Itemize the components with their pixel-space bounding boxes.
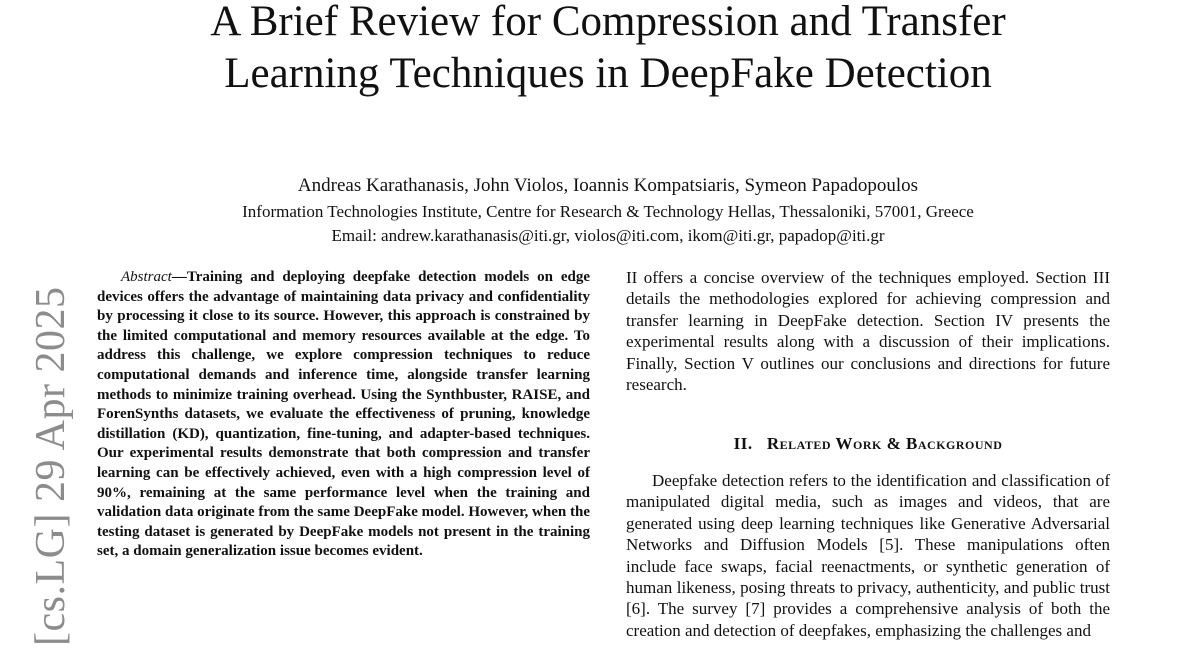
paper-title-line-1: A Brief Review for Compression and Transfer [210, 0, 1006, 45]
paper-title [0, 0, 1200, 100]
introduction-continuation: II offers a concise overview of the techniques employed. Section III details the methodologies explored for achieving compression and transfer learning in DeepFake detection. Section IV presents the experimental results along with a discussion of their implications. Finally, Section V outlines our conclusions and directions for future research. [626, 268, 1110, 395]
paper-title-line-2: Learning Techniques in DeepFake Detection [224, 50, 992, 97]
author-emails: Email: andrew.karathanasis@iti.gr, violos@iti.com, ikom@iti.gr, papadop@iti.gr [331, 226, 885, 245]
abstract-label: Abstract [121, 269, 172, 285]
section-heading-related-work [626, 434, 1110, 454]
section-title: Related Work & Background [766, 434, 1003, 453]
abstract-dash: — [171, 269, 187, 285]
author-affiliation: Information Technologies Institute, Centre for Research & Technology Hellas, Thessaloniki, 57001, Greece [242, 202, 974, 221]
abstract [97, 268, 590, 562]
author-list: Andreas Karathanasis, John Violos, Ioannis Kompatsiaris, Symeon Papadopoulos [297, 175, 919, 196]
abstract-body: Training and deploying deepfake detection models on edge devices offers the advantage of maintaining data privacy and confidentiality by processing it close to its source. However, this approach is constrained by the limited computational and memory resources available at the edge. To address this challenge, we explore compression techniques to reduce computational demands and inference time, alongside transfer learning methods to minimize training overhead. Using the Synthbuster, RAISE, and ForenSynths datasets, we evaluate the effectiveness of pruning, knowledge distillation (KD), quantization, fine-tuning, and adapter-based techniques. Our experimental results demonstrate that both compression and transfer learning can be effectively achieved, even with a high compression level of 90%, remaining at the same performance level when the training and validation data originate from the same DeepFake model. However, when the testing dataset is generated by DeepFake models not present in the training set, a domain generalization issue becomes evident. [97, 269, 590, 560]
related-work-paragraph: Deepfake detection refers to the identification and classification of manipulated digital media, such as images and videos, that are generated using deep learning techniques like Generative Adversarial Networks and Diffusion Models [5]. These manipulations often include face swaps, facial reenactments, or synthetic generation of human likeness, posing threats to privacy, authenticity, and public trust [6]. The survey [7] provides a comprehensive analysis of both the creation and detection of deepfakes, emphasizing the challenges and [626, 471, 1110, 640]
arxiv-side-stamp: [cs.LG] 29 Apr 2025 [28, 286, 74, 646]
section-number: II. [733, 434, 753, 453]
